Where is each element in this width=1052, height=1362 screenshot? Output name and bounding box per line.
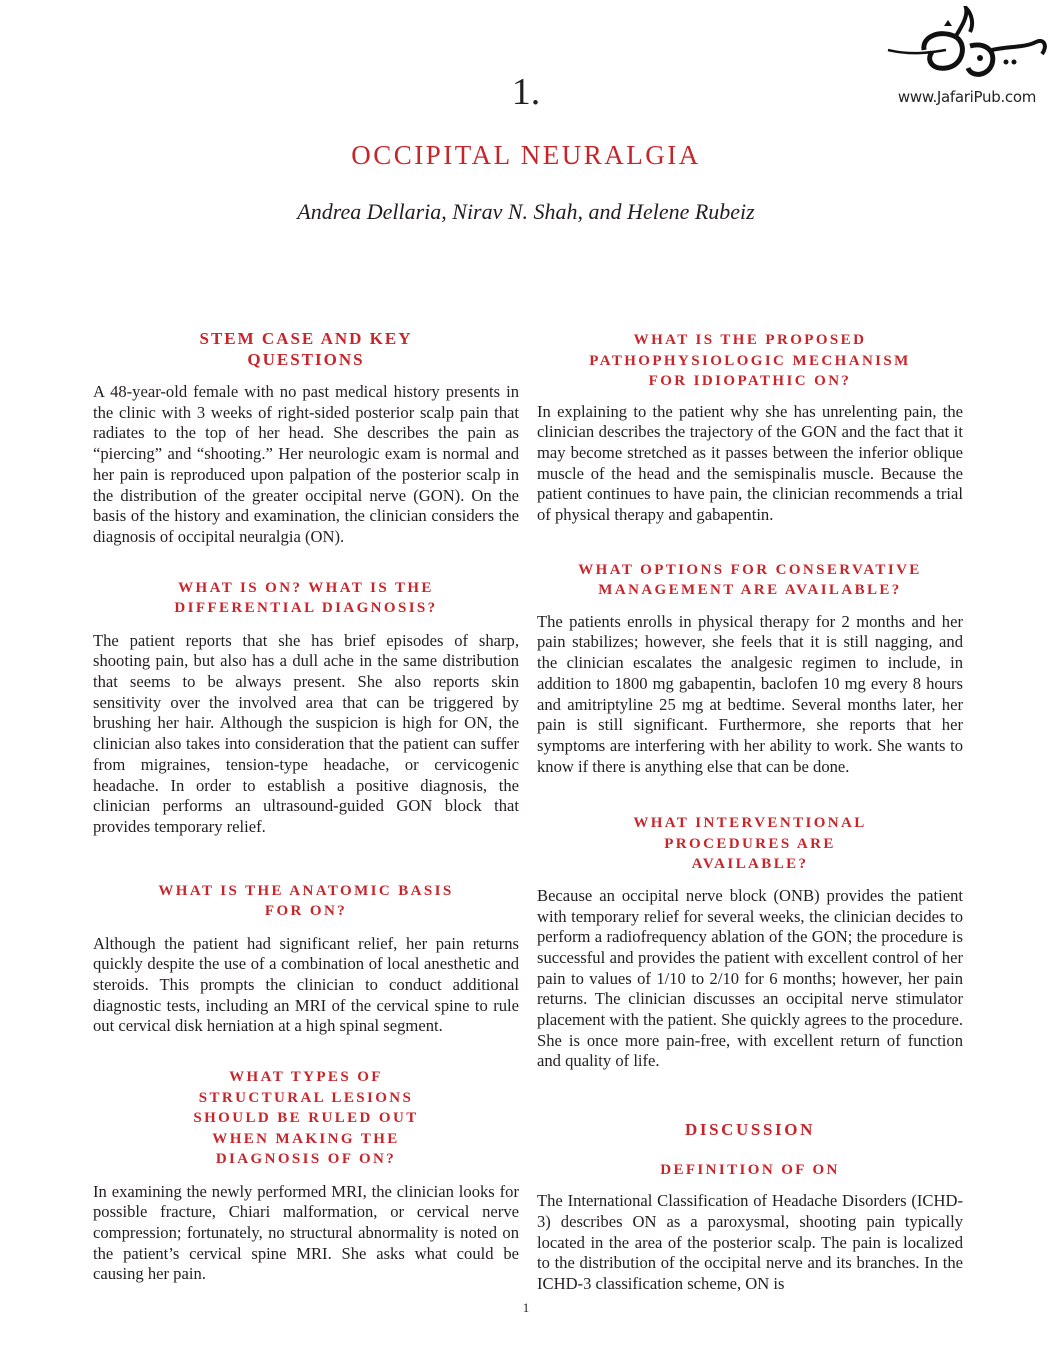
section-body: A 48-year-old female with no past medical history presents in the clinic with 3 weeks of right-sided posterior scalp pain that radiates to the top of her head. She describes the pain as “piercing” and “shooting.” Her neurologic exam is normal and her pain is reproduced upon palpation of the posterior scalp in the distribution of the greater occipital nerve (GON). On the basis of the history and examination, the clinician considers the diagnosis of occipital neuralgia (ON).: [93, 382, 519, 546]
section-body: The patient reports that she has brief episodes of sharp, shooting pain, but also has a dull ache in the same distribution that seems to be always present. She also reports skin sensitivity over the involved area that can be triggered by brushing her hair. Although the suspicion is high for ON, the clinician also takes into consideration that the patient can suffer from migraines, tension-type headache, or cervicogenic headache. In order to establish a positive diagnosis, the clinician performs an ultrasound-guided GON block that provides temporary relief.: [93, 630, 519, 836]
section-conservative-management: [537, 560, 963, 601]
section-body: In examining the newly performed MRI, the clinician looks for possible fracture, Chiari malformation, or cervical nerve compression; fortunately, no structural abnormality is noted on the patient’s cervical spine MRI. She asks what could be causing her pain.: [93, 1181, 519, 1284]
section-heading: WHAT TYPES OF STRUCTURAL LESIONS SHOULD BE RULED OUT WHEN MAKING THE DIAGNOSIS OF ON?: [193, 1069, 419, 1168]
section-heading: WHAT INTERVENTIONAL PROCEDURES ARE AVAILABLE?: [633, 815, 867, 873]
section-heading: WHAT IS THE PROPOSED PATHOPHYSIOLOGIC MECHANISM FOR IDIOPATHIC ON?: [589, 332, 911, 389]
section-body: The International Classification of Headache Disorders (ICHD-3) describes ON as a paroxysmal, shooting pain typically located in the area of the posterior scalp. The pain is localized to the distribution of the occipital nerve and its branches. In the ICHD-3 classification scheme, ON is: [537, 1191, 963, 1293]
discussion-heading: DISCUSSION: [685, 1120, 815, 1140]
chapter-authors: Andrea Dellaria, Nirav N. Shah, and Helene Rubeiz: [297, 199, 755, 224]
section-heading: STEM CASE AND KEY QUESTIONS: [199, 329, 413, 369]
section-body: In explaining to the patient why she has unrelenting pain, the clinician describes the trajectory of the GON and the fact that it may become stretched as it passes between the inferior oblique muscle of the head and the semispinalis muscle. Because the patient continues to have pain, the clinician recommends a trial of physical therapy and gabapentin.: [537, 401, 963, 525]
section-body: Although the patient had significant relief, her pain returns quickly despite the use of a combination of local anesthetic and steroids. This prompts the clinician to conduct additional diagnostic tests, including an MRI of the cervical spine to rule out cervical disk herniation at a high spinal segment.: [93, 933, 519, 1036]
section-heading: WHAT IS ON? WHAT IS THE DIFFERENTIAL DIAGNOSIS?: [174, 579, 438, 617]
publisher-url[interactable]: www.JafariPub.com: [897, 88, 1037, 106]
section-pathophysiology: [537, 330, 963, 392]
section-heading: WHAT OPTIONS FOR CONSERVATIVE MANAGEMENT ARE AVAILABLE?: [578, 561, 922, 599]
section-discussion: [537, 1120, 963, 1180]
section-anatomic-basis: [93, 881, 519, 922]
section-body: Because an occipital nerve block (ONB) provides the patient with temporary relief for several weeks, the clinician decides to perform a radiofrequency ablation of the GON; the procedure is successful and provides the patient with excellent control of her pain to values of 1/10 to 2/10 for 6 months; however, her pain returns. The clinician discusses an occipital nerve stimulator placement with the patient. She quickly agrees to the procedure. She is once more pain-free, with excellent return of function and quality of life.: [537, 885, 963, 1071]
section-body: The patients enrolls in physical therapy for 2 months and her pain stabilizes; however, she feels that it is still nagging, and the clinician escalates the analgesic regimen to include, in addition to 1800 mg gabapentin, baclofen 10 mg every 8 hours and amitriptyline 25 mg at bedtime. Several months later, her pain is still significant. Furthermore, she reports that her symptoms are interfering with her ability to work. She wants to know if there is anything else that can be done.: [537, 611, 963, 776]
page-number: 1: [522, 1300, 530, 1315]
chapter-number: 1.: [511, 71, 541, 113]
left-column: [93, 328, 519, 1285]
section-heading: WHAT IS THE ANATOMIC BASIS FOR ON?: [158, 882, 454, 920]
section-structural-lesions: [93, 1067, 519, 1170]
section-stem-case: [93, 328, 519, 370]
right-column: [537, 330, 963, 1295]
section-interventional-procedures: [537, 813, 963, 875]
chapter-title: OCCIPITAL NEURALGIA: [351, 140, 701, 170]
discussion-subheading: DEFINITION OF ON: [660, 1161, 840, 1178]
section-what-is-on: [93, 578, 519, 619]
